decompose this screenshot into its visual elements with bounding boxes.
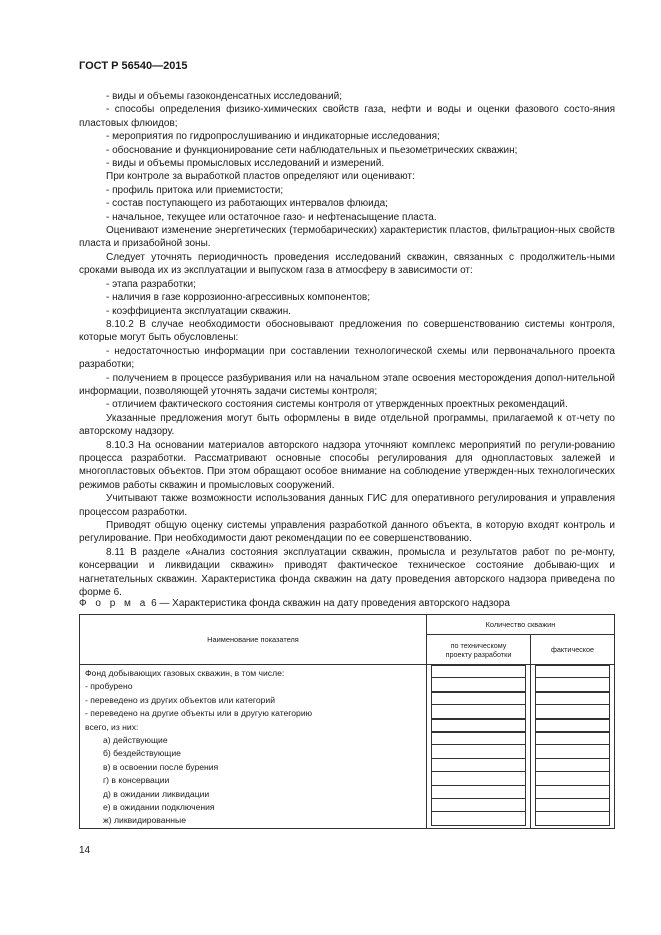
well-stock-table [79, 614, 615, 829]
paragraph: - профиль притока или приемистости; [106, 184, 284, 196]
paragraph: - виды и объемы промысловых исследований и измерений. [106, 158, 385, 170]
body-text [79, 90, 615, 599]
value-cell[interactable] [431, 759, 526, 772]
indicator-row: всего, из них: [85, 721, 139, 732]
form-label: Ф о р м а [79, 598, 149, 609]
indicator-row: - переведено из других объектов или категорий [85, 694, 276, 705]
value-cell[interactable] [431, 692, 526, 705]
value-cell[interactable] [431, 745, 526, 758]
paragraph: Следует уточнять периодичность проведения исследований скважин, связанных с продолжитель-ными сроками вывода их из эксплуатации и выпуском газа в атмосферу в зависимости от: [79, 251, 615, 277]
paragraph: Приводят общую оценку системы управления разработкой данного объекта, в которую входят контроль и регулирование. При необходимости дают рекомендации по ее совершенствованию. [79, 520, 615, 545]
column-header-name: Наименование показателя [80, 615, 427, 665]
project-values-column [427, 665, 531, 829]
value-cell[interactable] [431, 799, 526, 812]
form-caption [79, 598, 510, 609]
value-cell[interactable] [535, 705, 610, 718]
paragraph: Учитывают также возможности использования данных ГИС для оперативного регулирования и управления процессом разработки. [79, 493, 615, 518]
value-cell[interactable] [431, 665, 526, 678]
value-cell[interactable] [535, 665, 610, 678]
paragraph: - мероприятия по гидропрослушиванию и индикаторные исследования; [106, 131, 440, 143]
paragraph: - начальное, текущее или остаточное газо- и нефтенасыщение пласта. [106, 211, 437, 223]
indicator-row: - переведено на другие объекты или в другую категорию [85, 708, 313, 719]
indicator-row: е) в ожидании подключения [103, 801, 215, 812]
indicator-list [80, 665, 427, 829]
paragraph: - состав поступающего из работающих интервалов флюида; [106, 198, 388, 210]
actual-values-column [531, 665, 615, 829]
paragraph: 8.10.2 В случае необходимости обосновывают предложения по совершенствованию системы контроля, которые могут быть обусловлены: [79, 318, 615, 344]
column-header-quantity: Количество скважин [427, 615, 615, 635]
value-cell[interactable] [535, 745, 610, 758]
value-cell[interactable] [431, 719, 526, 732]
indicator-row: б) бездействующие [103, 748, 181, 759]
value-cell[interactable] [535, 732, 610, 745]
indicator-row: Фонд добывающих газовых скважин, в том числе: [85, 668, 285, 678]
indicator-row: д) в ожидании ликвидации [103, 788, 210, 799]
value-cell[interactable] [431, 772, 526, 785]
value-cell[interactable] [535, 719, 610, 732]
value-cell[interactable] [535, 678, 610, 691]
paragraph: - получением в процессе разбуривания или на начальном этапе освоения месторождения допол-нительной информации, позволяющей уточнять задачи системы контроля; [79, 372, 615, 397]
indicator-row: в) в освоении после бурения [103, 761, 219, 772]
paragraph: - виды и объемы газоконденсатных исследований; [106, 91, 342, 102]
indicator-row: а) действующие [103, 734, 168, 745]
paragraph: - обоснование и функционирование сети наблюдательных и пьезометрических скважин; [106, 144, 518, 156]
value-cell[interactable] [535, 692, 610, 705]
paragraph: - коэффициента эксплуатации скважин. [106, 305, 291, 317]
value-cell[interactable] [431, 678, 526, 691]
value-cell[interactable] [535, 812, 610, 825]
paragraph: - наличия в газе коррозионно-агрессивных компонентов; [106, 292, 371, 304]
paragraph: - этапа разработки; [106, 278, 196, 290]
paragraph: - недостаточностью информации при составлении технологической схемы или первоначального проекта разработки; [79, 345, 615, 371]
document-header: ГОСТ Р 56540—2015 [79, 60, 188, 72]
paragraph: 8.10.3 На основании материалов авторского надзора уточняют комплекс мероприятий по регули-рованию процесса разработки. Рассматривают основные способы регулирования для однопластовых залежей и многопластовых объектов. При этом обращают особое внимание на соблюдение утвержден-ных технологических режимов работы скважин и промысловых сооружений. [79, 439, 615, 491]
indicator-row: - пробурено [85, 681, 133, 692]
page-number: 14 [79, 845, 91, 856]
form-caption-text: 6 — Характеристика фонда скважин на дату проведения авторского надзора [151, 598, 510, 609]
column-header-project: по техническому проекту разработки [427, 635, 531, 665]
value-cell[interactable] [431, 732, 526, 745]
indicator-row: ж) ликвидированные [103, 815, 187, 826]
paragraph: 8.11 В разделе «Анализ состояния эксплуатации скважин, промысла и результатов работ по ре-монту, консервации и ликвидации скважин» приводят фактическое техническое состояние добываю-щих и нагнетательных скважин. Характеристика фонда скважин на дату проведения авторского надзора приведена по форме 6. [79, 546, 615, 599]
indicator-row: г) в консервации [103, 775, 170, 786]
paragraph: Указанные предложения могут быть оформлены в виде отдельной программы, прилагаемой к от-чету по авторскому надзору. [79, 412, 615, 438]
value-cell[interactable] [535, 799, 610, 812]
paragraph: При контроле за выработкой пластов определяют или оценивают: [106, 171, 415, 183]
value-cell[interactable] [431, 705, 526, 718]
paragraph: - способы определения физико-химических свойств газа, нефти и воды и оценки фазового состо-яния пластовых флюидов; [79, 104, 615, 129]
value-cell[interactable] [535, 772, 610, 785]
column-header-actual: фактическое [531, 635, 615, 665]
value-cell[interactable] [535, 786, 610, 799]
paragraph: - отличием фактического состояния системы контроля от утвержденных проектных рекомендаций. [106, 399, 568, 411]
value-cell[interactable] [431, 786, 526, 799]
value-cell[interactable] [535, 759, 610, 772]
value-cell[interactable] [431, 812, 526, 825]
paragraph: Оценивают изменение энергетических (термобарических) характеристик пластов, фильтрацион-ных свойств пласта и призабойной зоны. [79, 225, 615, 250]
